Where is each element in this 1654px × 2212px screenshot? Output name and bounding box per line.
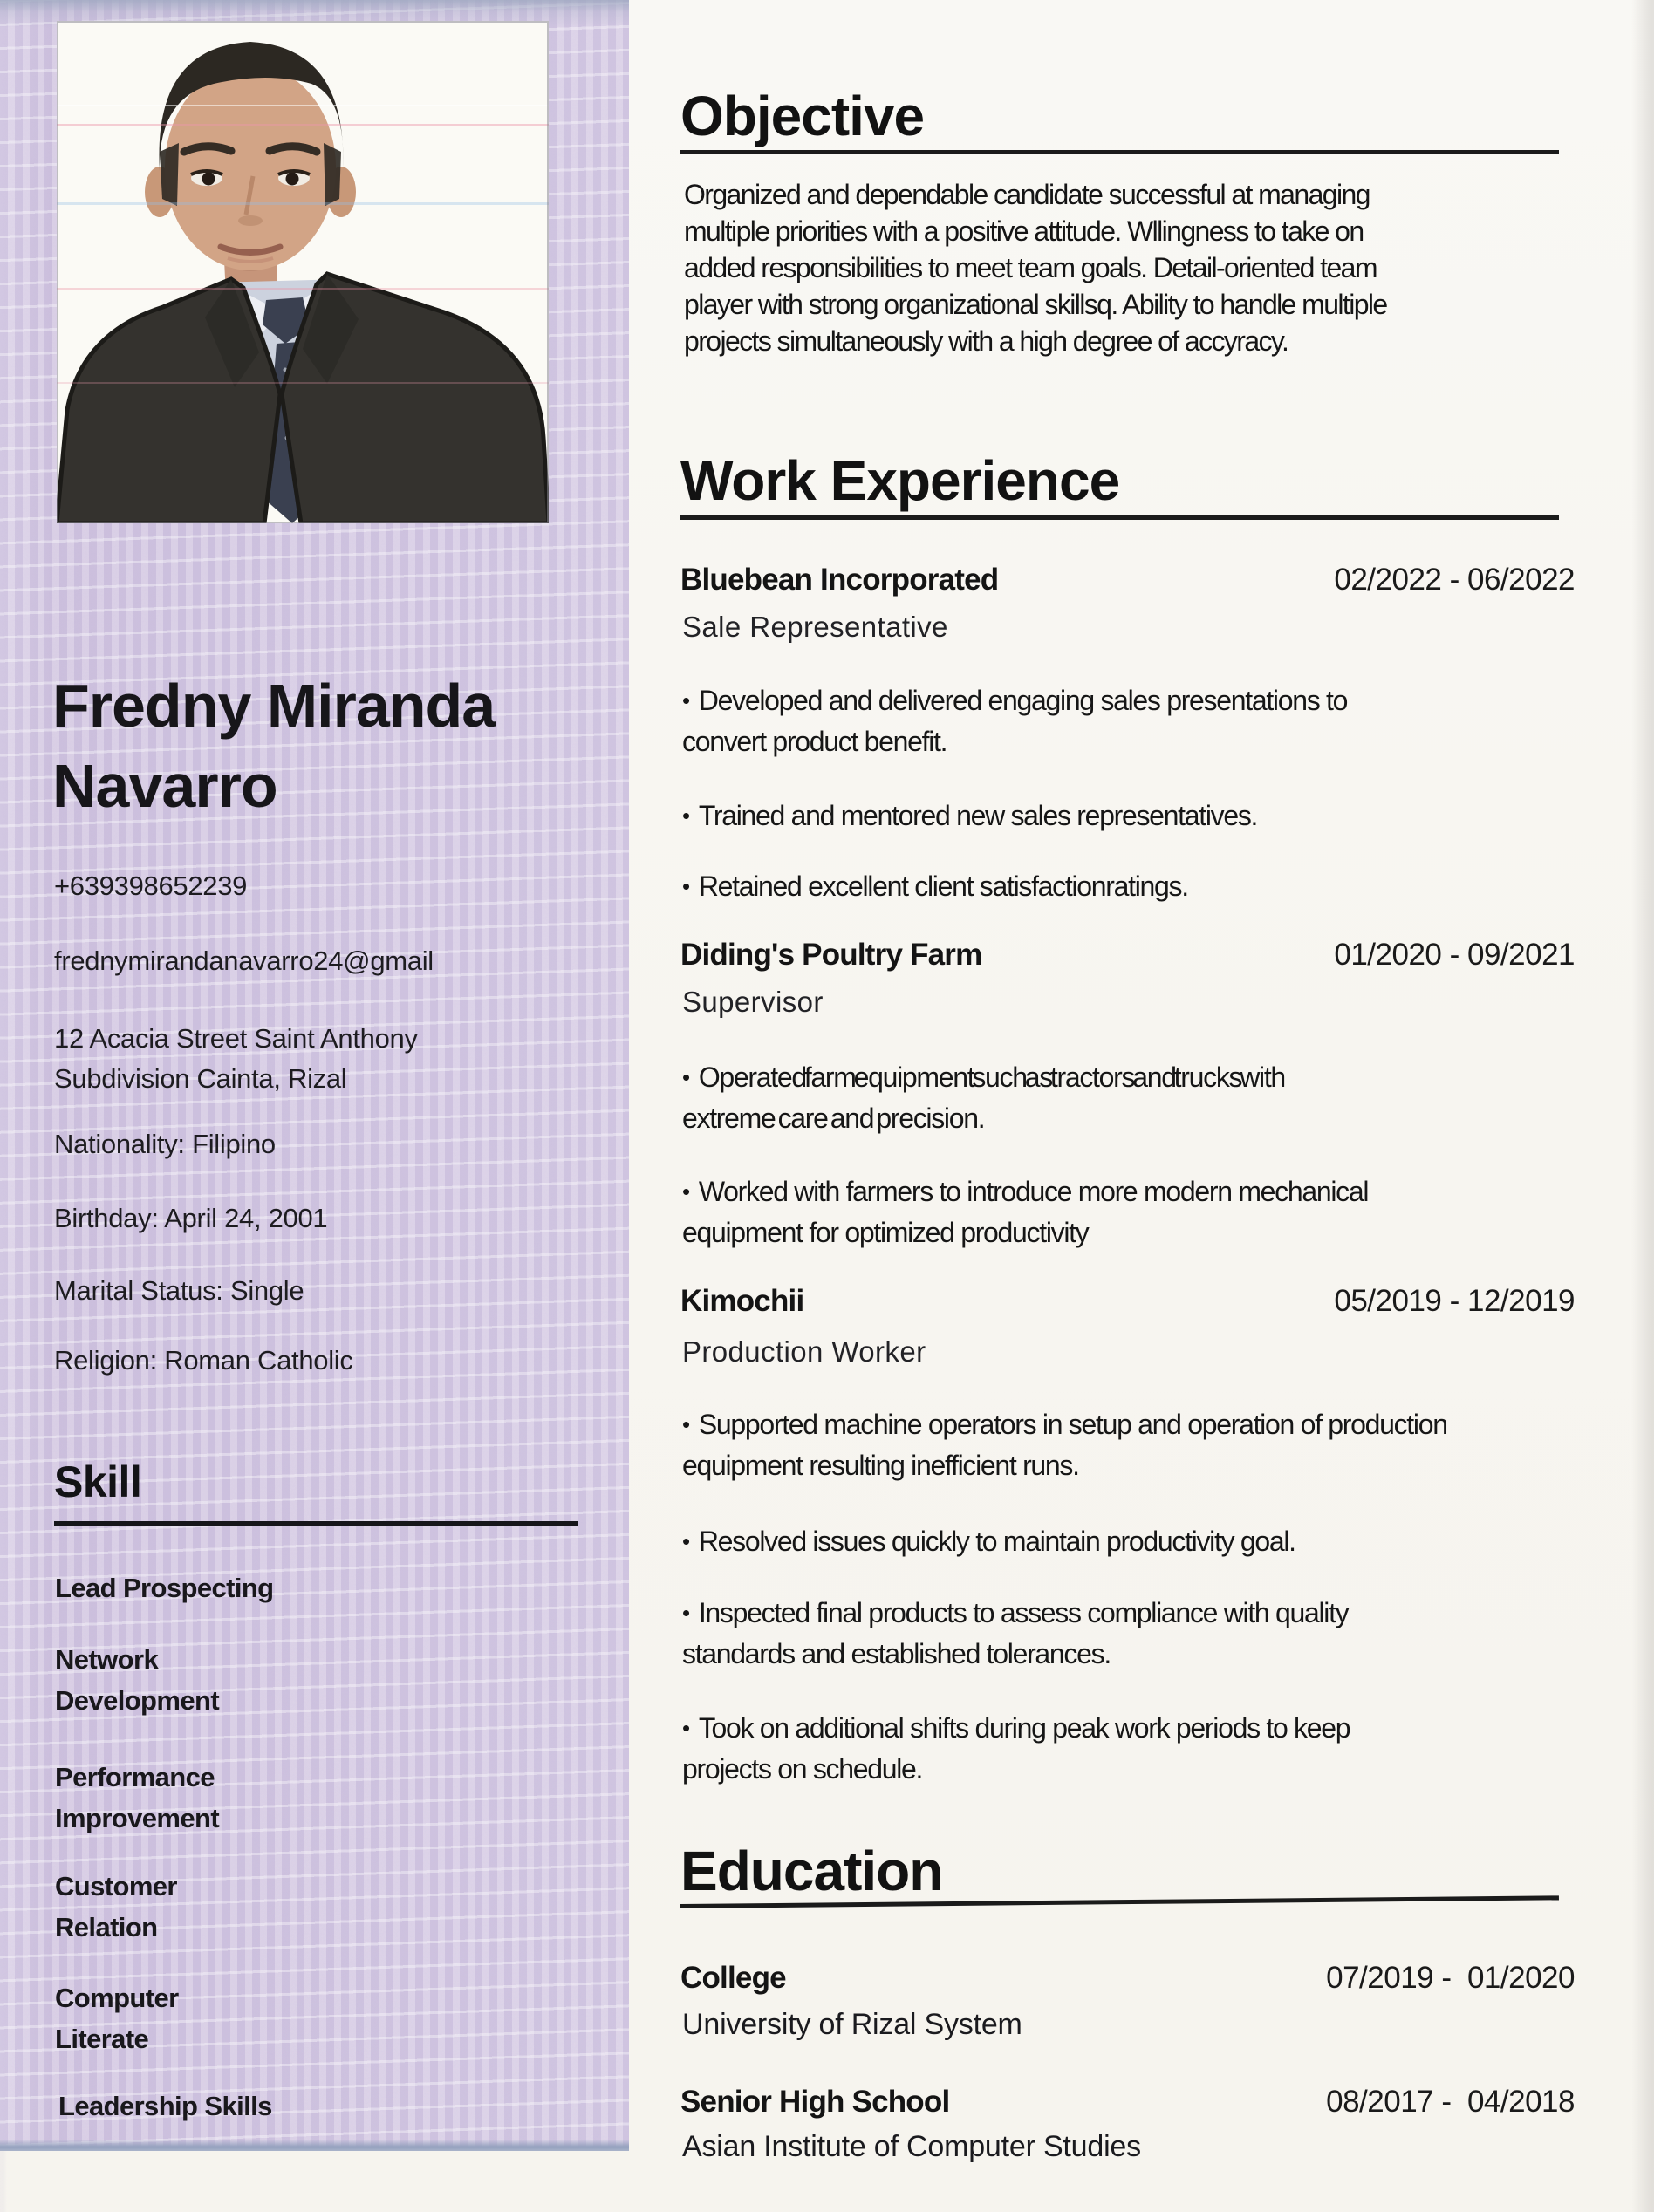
job-dates: 01/2020 - 09/2021	[1334, 938, 1575, 972]
job-dates: 05/2019 - 12/2019	[1334, 1284, 1575, 1318]
bullet-icon: •	[682, 1064, 689, 1090]
skill-item: Lead Prospecting	[55, 1573, 274, 1603]
job-role: Production Worker	[682, 1335, 926, 1368]
education-level: College	[680, 1961, 786, 1995]
marital-status: Marital Status: Single	[54, 1275, 304, 1306]
job-role: Sale Representative	[682, 611, 948, 643]
job-bullet: • Inspected final products to assess compliance with quality standards and established tolerances.	[682, 1593, 1348, 1675]
job-header	[680, 1284, 1575, 1319]
bullet-icon: •	[682, 1411, 689, 1437]
phone-number: +639398652239	[54, 870, 248, 901]
sidebar	[0, 0, 629, 2151]
job-role: Supervisor	[682, 986, 824, 1018]
birthday: Birthday: April 24, 2001	[54, 1203, 328, 1233]
bullet-icon: •	[682, 687, 689, 713]
job-bullet: • Developed and delivered engaging sales presentations to convert product benefit.	[682, 680, 1347, 762]
skill-item: Computer Literate	[55, 1983, 179, 2054]
skill-item: Performance Improvement	[55, 1762, 220, 1833]
candidate-name	[52, 666, 628, 826]
bullet-icon: •	[682, 1715, 689, 1741]
job-header	[680, 938, 1575, 973]
religion: Religion: Roman Catholic	[54, 1345, 353, 1376]
skills-underline	[54, 1521, 578, 1526]
school-name: Asian Institute of Computer Studies	[682, 2130, 1141, 2163]
bullet-icon: •	[682, 1600, 689, 1626]
home-address	[54, 1019, 418, 1099]
bullet-icon: •	[682, 873, 689, 899]
company-name: Diding's Poultry Farm	[680, 938, 982, 972]
objective-underline	[680, 150, 1559, 154]
education-heading: Education	[680, 1840, 943, 1902]
bullet-icon: •	[682, 1178, 689, 1205]
name-line-1: Fredny Miranda	[52, 671, 496, 740]
skill-item: Customer Relation	[55, 1871, 177, 1942]
education-dates: 08/2017 - 04/2018	[1326, 2085, 1575, 2119]
name-line-2: Navarro	[52, 751, 277, 820]
education-dates: 07/2019 - 01/2020	[1326, 1961, 1575, 1995]
skill-item: Leadership Skills	[58, 2091, 272, 2121]
bullet-icon: •	[682, 802, 689, 829]
main-content	[680, 0, 1579, 2212]
school-name: University of Rizal System	[682, 2008, 1022, 2041]
company-name: Bluebean Incorporated	[680, 563, 999, 597]
work-experience-underline	[680, 515, 1559, 520]
nationality: Nationality: Filipino	[54, 1129, 276, 1159]
skills-heading: Skill	[54, 1458, 142, 1506]
job-bullet: • Resolved issues quickly to maintain productivity goal.	[682, 1521, 1295, 1562]
job-bullet: • Operated farm equipment such as tractors and trucks with extreme care and precision.	[682, 1057, 1285, 1139]
job-bullet: • Supported machine operators in setup and operation of production equipment resulting inefficient runs.	[682, 1404, 1447, 1486]
education-level: Senior High School	[680, 2085, 950, 2119]
email-address: frednymirandanavarro24@gmail	[54, 946, 434, 976]
bullet-icon: •	[682, 1528, 689, 1554]
portrait-photo	[57, 21, 549, 523]
address-line-2: Subdivision Cainta, Rizal	[54, 1063, 347, 1094]
job-header	[680, 563, 1575, 597]
job-dates: 02/2022 - 06/2022	[1334, 563, 1575, 597]
objective-heading: Objective	[680, 85, 925, 147]
objective-text: Organized and dependable candidate successful at managing multiple priorities with a positive attitude. Wllingness to take on added responsibilities to meet team goals. Detail-oriented team player with strong organizational skillsq. Ability to handle multiple projects simultaneously with a high degree of accyracy.	[684, 179, 1387, 357]
job-bullet: • Retained excellent client satisfactionratings.	[682, 866, 1188, 907]
skill-item: Network Development	[55, 1644, 220, 1716]
job-bullet: • Trained and mentored new sales representatives.	[682, 795, 1257, 836]
address-line-1: 12 Acacia Street Saint Anthony	[54, 1023, 418, 1054]
job-bullet: • Took on additional shifts during peak work periods to keep projects on schedule.	[682, 1708, 1350, 1790]
company-name: Kimochii	[680, 1284, 804, 1318]
education-entry-header	[680, 1961, 1575, 1996]
education-entry-header	[680, 2085, 1575, 2120]
job-bullet: • Worked with farmers to introduce more modern mechanical equipment for optimized productivity	[682, 1171, 1368, 1253]
work-experience-heading: Work Experience	[680, 449, 1120, 512]
